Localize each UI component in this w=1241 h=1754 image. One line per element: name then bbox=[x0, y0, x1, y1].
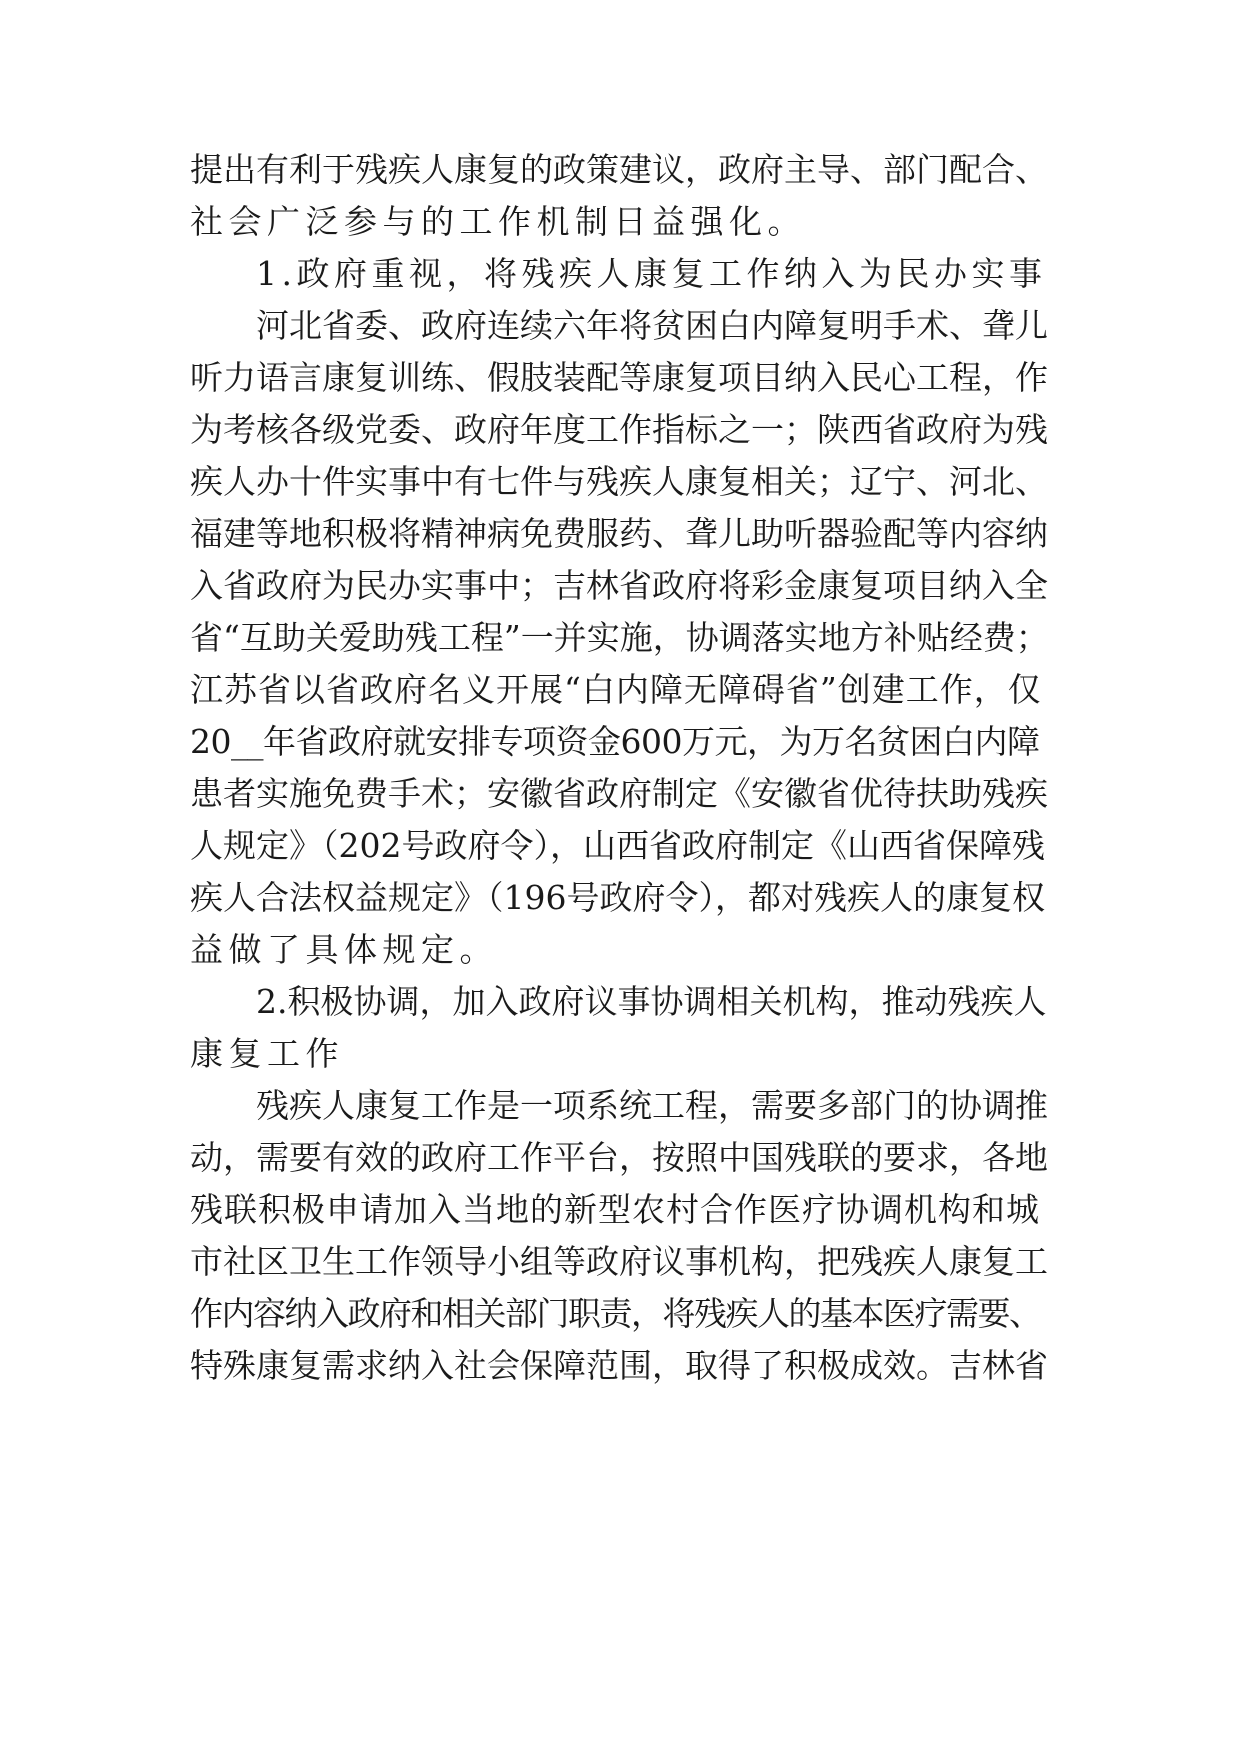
text-line-14: 人规定》（202号政府令），山西省政府制定《山西省保障残 bbox=[190, 826, 1045, 865]
section-heading-2: 2.积极协调，加入政府议事协调相关机构，推动残疾人 bbox=[256, 982, 1047, 1021]
text-line-21: 残联积极申请加入当地的新型农村合作医疗协调机构和城 bbox=[190, 1190, 1040, 1229]
text-line-2: 社会广泛参与的工作机制日益强化。 bbox=[190, 202, 806, 241]
text-line-6: 为考核各级党委、政府年度工作指标之一；陕西省政府为残 bbox=[190, 410, 1048, 449]
text-line-19: 残疾人康复工作是一项系统工程，需要多部门的协调推 bbox=[256, 1086, 1048, 1125]
section-heading-1: 1.政府重视，将残疾人康复工作纳入为民办实事 bbox=[256, 254, 1047, 293]
text-line-4: 河北省委、政府连续六年将贫困白内障复明手术、聋儿 bbox=[256, 306, 1048, 345]
text-line-20: 动，需要有效的政府工作平台，按照中国残联的要求，各地 bbox=[190, 1138, 1048, 1177]
text-line-7: 疾人办十件实事中有七件与残疾人康复相关；辽宁、河北、 bbox=[190, 462, 1048, 501]
text-line-24: 特殊康复需求纳入社会保障范围，取得了积极成效。吉林省 bbox=[190, 1346, 1048, 1385]
text-line-10: 省“互助关爱助残工程”一并实施，协调落实地方补贴经费； bbox=[190, 618, 1049, 657]
text-line-9: 入省政府为民办实事中；吉林省政府将彩金康复项目纳入全 bbox=[190, 566, 1048, 605]
text-line-12: 20__年省政府就安排专项资金600万元，为万名贫困白内障 bbox=[190, 722, 1040, 761]
text-line-13: 患者实施免费手术；安徽省政府制定《安徽省优待扶助残疾 bbox=[190, 774, 1048, 813]
text-line-16: 益做了具体规定。 bbox=[190, 930, 498, 969]
text-line-22: 市社区卫生工作领导小组等政府议事机构，把残疾人康复工 bbox=[190, 1242, 1048, 1281]
text-line-1: 提出有利于残疾人康复的政策建议，政府主导、部门配合、 bbox=[190, 150, 1048, 189]
text-line-15: 疾人合法权益规定》（196号政府令），都对残疾人的康复权 bbox=[190, 878, 1045, 917]
section-heading-2-cont: 康复工作 bbox=[190, 1034, 344, 1073]
text-line-23: 作内容纳入政府和相关部门职责，将残疾人的基本医疗需要、 bbox=[190, 1294, 1041, 1333]
text-line-5: 听力语言康复训练、假肢装配等康复项目纳入民心工程，作 bbox=[190, 358, 1048, 397]
text-line-8: 福建等地积极将精神病免费服药、聋儿助听器验配等内容纳 bbox=[190, 514, 1048, 553]
text-line-11: 江苏省以省政府名义开展“白内障无障碍省”创建工作，仅 bbox=[190, 670, 1042, 709]
